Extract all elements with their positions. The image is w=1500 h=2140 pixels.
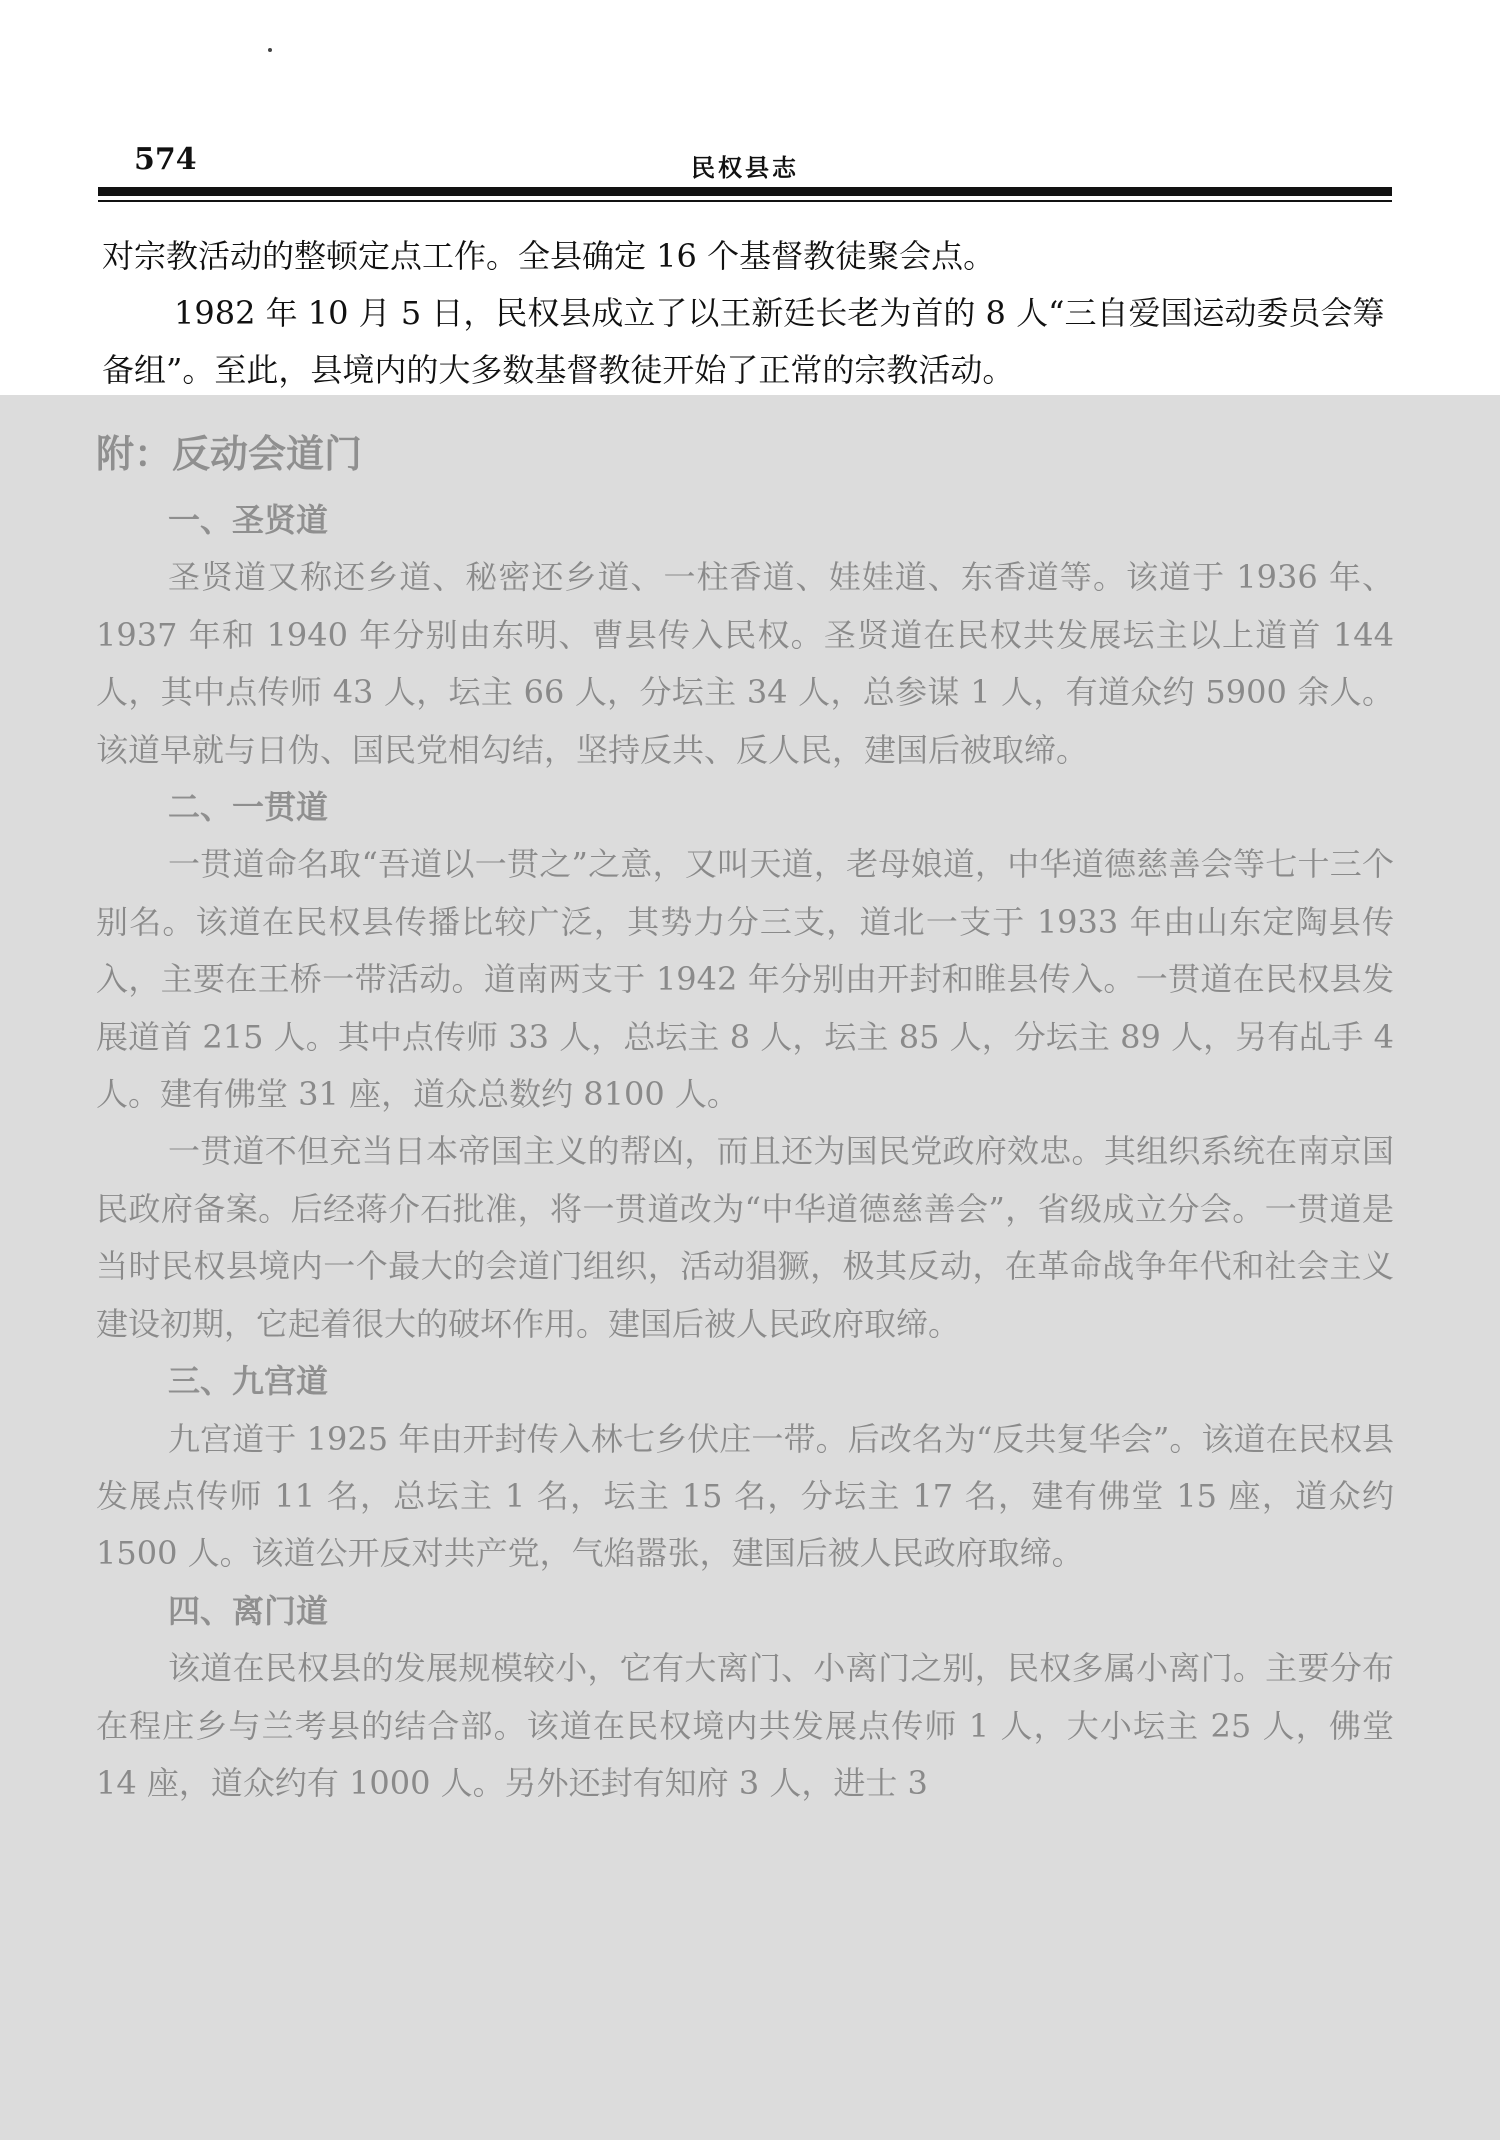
section-heading: 四、离门道 bbox=[168, 1591, 329, 1630]
section-heading: 三、九宫道 bbox=[168, 1362, 329, 1401]
section-heading: 一、圣贤道 bbox=[168, 501, 329, 539]
paragraph: 对宗教活动的整顿定点工作。全县确定 16 个基督教徒聚会点。 bbox=[102, 237, 996, 275]
paragraph: 一贯道命名取“吾道以一贯之”之意，又叫天道，老母娘道，中华道德慈善会等七十三个别名。该道在民权县传播比较广泛，其势力分三支，道北一支于 1933 年由山东定陶县传入，主要在王桥一带活动。道南两支于 1942 年分别由开封和睢县传入。一贯道在民权县发展道首 215 人。其中点传师 33 人，总坛主 8 人，坛主 85 人，分坛主 89 人，另有乩手 4 人。建有佛堂 31 座，道众总数约 8100 人。 bbox=[96, 845, 1394, 1114]
header-rule-thin bbox=[98, 200, 1392, 202]
section-heading: 二、一贯道 bbox=[168, 788, 329, 827]
top-text-block bbox=[102, 228, 1392, 399]
paragraph: 1982 年 10 月 5 日，民权县成立了以王新廷长老为首的 8 人“三自爱国运动委员会筹备组”。至此，县境内的大多数基督教徒开始了正常的宗教活动。 bbox=[102, 294, 1385, 389]
appendix-title: 附：反动会道门 bbox=[96, 432, 363, 476]
paragraph: 该道在民权县的发展规模较小，它有大离门、小离门之别，民权多属小离门。主要分布在程庄乡与兰考县的结合部。该道在民权境内共发展点传师 1 人，大小坛主 25 人，佛堂 14 座，道众约有 1000 人。另外还封有知府 3 人，进士 3 bbox=[96, 1649, 1394, 1802]
page-header bbox=[98, 142, 1392, 182]
scan-speck bbox=[268, 48, 272, 52]
page-number: 574 bbox=[134, 142, 197, 177]
appendix-block bbox=[96, 422, 1394, 1812]
paragraph: 一贯道不但充当日本帝国主义的帮凶，而且还为国民党政府效忠。其组织系统在南京国民政府备案。后经蒋介石批准，将一贯道改为“中华道德慈善会”，省级成立分会。一贯道是当时民权县境内一个最大的会道门组织，活动猖獗，极其反动，在革命战争年代和社会主义建设初期，它起着很大的破坏作用。建国后被人民政府取缔。 bbox=[96, 1132, 1394, 1343]
paragraph: 圣贤道又称还乡道、秘密还乡道、一柱香道、娃娃道、东香道等。该道于 1936 年、1937 年和 1940 年分别由东明、曹县传入民权。圣贤道在民权共发展坛主以上道首 144 人，其中点传师 43 人，坛主 66 人，分坛主 34 人，总参谋 1 人，有道众约 5900 余人。该道早就与日伪、国民党相勾结，坚持反共、反人民，建国后被取缔。 bbox=[96, 558, 1394, 769]
paragraph: 九宫道于 1925 年由开封传入林七乡伏庄一带。后改名为“反共复华会”。该道在民权县发展点传师 11 名，总坛主 1 名，坛主 15 名，分坛主 17 名，建有佛堂 15 座，道众约 1500 人。该道公开反对共产党，气焰嚣张，建国后被人民政府取缔。 bbox=[96, 1419, 1394, 1573]
book-title: 民权县志 bbox=[691, 153, 799, 182]
header-rule-thick bbox=[98, 187, 1392, 196]
